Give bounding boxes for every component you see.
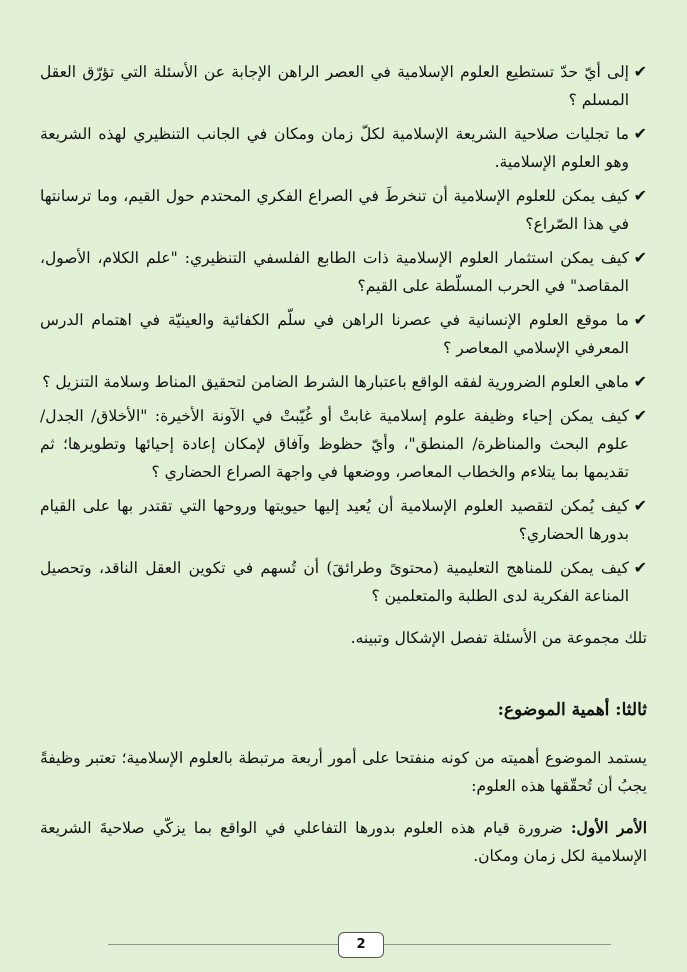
list-item (40, 244, 647, 300)
checkmark-icon: ✔ (633, 248, 647, 267)
question-text: كيف يُمكن لتقصيد العلوم الإسلامية أن يُعيد إليها حيويتها وروحها التي تقتدر بها على القيام بدورها الحضاري؟ (40, 497, 629, 543)
checkmark-icon: ✔ (633, 496, 647, 515)
list-item (40, 120, 647, 176)
list-item (40, 306, 647, 362)
first-point-paragraph (40, 814, 647, 870)
section-heading: ثالثا: أهمية الموضوع: (497, 700, 647, 720)
question-text: كيف يمكن للعلوم الإسلامية أن تنخرطَ في الصراع الفكري المحتدم حول القيم، وما ترسانتها في هذا الصّراع؟ (40, 187, 629, 233)
list-item (40, 182, 647, 238)
questions-summary: تلك مجموعة من الأسئلة تفصل الإشكال وتبينه. (350, 629, 647, 647)
page-content (40, 58, 647, 884)
intro-paragraph: يستمد الموضوع أهميته من كونه منفتحا على أمور أربعة مرتبطة بالعلوم الإسلامية؛ تعتبر وظيفةً يجبُ أن تُحقّقها هذه العلوم: (40, 749, 647, 795)
research-questions-list (40, 58, 647, 610)
question-text: ماهي العلوم الضرورية لفقه الواقع باعتبارها الشرط الضامن لتحقيق المناط وسلامة التنزيل ؟ (42, 373, 629, 391)
checkmark-icon: ✔ (633, 406, 647, 425)
question-text: ما موقع العلوم الإنسانية في عصرنا الراهن في سلّم الكفائية والعينيّة في اهتمام الدرس المعرفي الإسلامي المعاصر ؟ (40, 311, 629, 357)
checkmark-icon: ✔ (633, 62, 647, 81)
page-number: 2 (338, 932, 384, 958)
list-item (40, 58, 647, 114)
checkmark-icon: ✔ (633, 372, 647, 391)
first-point-text: ضرورة قيام هذه العلوم بدورها التفاعلي في الواقع بما يزكّي صلاحيةَ الشريعة الإسلامية لكل زمان ومكان. (40, 819, 647, 865)
checkmark-icon: ✔ (633, 186, 647, 205)
first-point-label: الأمر الأول: (570, 818, 648, 837)
question-text: إلى أيّ حدّ تستطيع العلوم الإسلامية في العصر الراهن الإجابة عن الأسئلة التي تؤرّق العقل المسلم ؟ (40, 63, 629, 109)
checkmark-icon: ✔ (633, 558, 647, 577)
question-text: ما تجليات صلاحية الشريعة الإسلامية لكلّ زمان ومكان في الجانب التنظيري لهذه الشريعة وهو العلوم الإسلامية. (40, 125, 629, 171)
list-item (40, 554, 647, 610)
question-text: كيف يمكن استثمار العلوم الإسلامية ذات الطابع الفلسفي التنظيري: "علم الكلام، الأصول، المقاصد" في الحرب المسلّطة على القيم؟ (40, 249, 629, 295)
checkmark-icon: ✔ (633, 310, 647, 329)
checkmark-icon: ✔ (633, 124, 647, 143)
question-text: كيف يمكن للمناهج التعليمية (محتوىً وطرائقَ) أن تُسهم في تكوين العقل الناقد، وتحصيل المناعة الفكرية لدى الطلبة والمتعلمين ؟ (40, 559, 629, 605)
question-text: كيف يمكن إحياء وظيفة علوم إسلامية غابتْ أو غُيّبتْ في الآونة الأخيرة: "الأخلاق/ الجدل/ علوم البحث والمناظرة/ المنطق"، وأيّ حظوظ وآفاق لإمكان إعادة إحيائها وتطويرها؛ ثم تقديمها بما يتلاءم والخطاب المعاصر، ووضعها في واجهة الصراع الحضاري ؟ (40, 407, 629, 481)
list-item (40, 402, 647, 486)
list-item (40, 368, 647, 396)
list-item (40, 492, 647, 548)
